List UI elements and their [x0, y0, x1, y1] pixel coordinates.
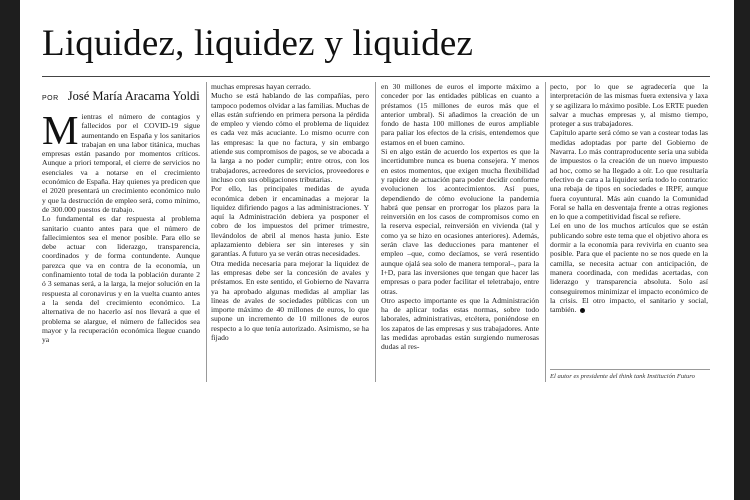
- paragraph: Por ello, las principales medidas de ayuda económica deben ir encaminadas a mejorar la liquidez difiriendo pagos a las administraciones. Y aquí la Administración debiera ya posponer el cobro de los impuestos del primer trimestre, llevándolos de abril al menos hasta junio. Este aplazamiento debiera ser sin intereses y sin garantías. A futuro ya se verán otras necesidades.: [211, 184, 369, 259]
- newspaper-page: [20, 0, 734, 500]
- paragraph: Otro aspecto importante es que la Administración ha de aplicar todas estas normas, sobre todo laborales, administrativas, etcétera, poniéndose en los zapatos de las empresas y sus trabajadores. Ante las medidas aprobadas están surgiendo numerosas dudas al res-: [381, 295, 539, 352]
- headline-rule: [42, 76, 710, 77]
- column-divider: [375, 82, 376, 382]
- paragraph: pecto, por lo que se agradecería que la interpretación de las mismas fuera extensiva y laxa y se agilizara lo máximo posible. Los ERTE pueden salvar a muchas empresas y, al mismo tiempo, proteger a sus trabajadores.: [550, 82, 708, 129]
- paragraph: muchas empresas hayan cerrado.: [211, 82, 311, 91]
- byline: [42, 85, 200, 104]
- paragraph: en 30 millones de euros el importe máximo a conceder por las entidades públicas en cuanto a préstamos (15 millones de euros más que el anterior umbral). Si añadimos la creación de un fondo de hasta 100 millones de euros ampliable para paliar los efectos de la crisis, entendemos que estamos en el buen camino.: [381, 82, 539, 147]
- byline-label: POR: [42, 95, 59, 102]
- author-note: El autor es presidente del think tank Institución Futuro: [550, 369, 710, 380]
- column-divider: [545, 82, 546, 382]
- author-name: José María Aracama Yoldi: [67, 89, 200, 103]
- paragraph-text: Leí en uno de los muchos artículos que se están publicando sobre este tema que el objetivo ahora es dormir a la economía para revivirla en cuanto sea posible. Para que el paciente no se nos quede en la camilla, se necesita actuar con anticipación, de manera coordinada, con medidas acertadas, con liderazgo y transparencia absoluta. Solo así conseguiremos minimizar el impacto económico de la crisis. El otro impacto, el sanitario y social, también.: [550, 221, 708, 315]
- column-3: [381, 82, 539, 352]
- paragraph: [550, 221, 708, 314]
- column-4: [550, 82, 708, 314]
- end-bullet-icon: [580, 308, 585, 313]
- column-2: [211, 82, 369, 342]
- drop-cap: M: [42, 107, 79, 153]
- paragraph: [42, 107, 200, 214]
- paragraph: Capítulo aparte será cómo se van a costear todas las medidas adoptadas por parte del Gobierno de Navarra. Lo más contraproducente sería una subida de impuestos o la creación de un nuevo impuesto ad hoc, como se ha llegado a oír. Lo que resultaría efectivo de cara a la liquidez sería todo lo contrario: una rebaja de tipos en sociedades e IRPF, aunque fuera coyuntural. Más aún cuando la Comunidad Foral se halla en desventaja frente a otras regiones en lo que a competitividad fiscal se refiere.: [550, 128, 708, 222]
- headline: Liquidez, liquidez y liquidez: [42, 23, 474, 64]
- paragraph: Mucho se está hablando de las compañías, pero tampoco podemos olvidar a las familias. Muchas de ellas están sufriendo en primera persona la pérdida de empleo y viendo cómo el problema de liquidez es cada vez más acuciante. Lo mismo ocurre con las empresas: la que no factura, y sin embargo atiende sus compromisos de pagos, se ve abocada a la larga a no poder cumplir; entre otros, con los trabajadores, acreedores de servicios, proveedores e incluso con sus obligaciones tributarias.: [211, 91, 369, 184]
- paragraph: [42, 214, 200, 344]
- column-1: [42, 107, 200, 345]
- paragraph-text: ientras el número de contagios y fallecidos por el COVID-19 sigue aumentando en España y los sanitarios trabajan en una labor titánica, muchas empresas están pasando por momentos críticos. Aunque a priori temporal, el cierre de servicios no esenciales va a notarse en el crecimiento económico de España. Hay quienes ya predicen que el 2020 presentará un crecimiento económico nulo y que la destrucción de empleo será, como mínimo, de 300.000 puestos de trabajo.: [42, 112, 200, 214]
- paragraph: Si en algo están de acuerdo los expertos es que la incertidumbre nunca es buena consejera. Y menos en estos momentos, que exigen mucha flexibilidad y rapidez de actuación para poder decidir conforme evolucionen los acontecimientos. Así pues, dependiendo de cómo evolucione la pandemia habrá que pensar en prorrogar los plazos para la reinversión en los casos de compromisos como en la reserva especial, reinversión en vivienda (tal y como ya se hizo en ocasiones anteriores). Además, serán clave las deducciones para mantener el empleo –que, como decíamos, se verá resentido aunque ojalá sea solo de manera temporal–, para la I+D, para las inversiones que tengan que hacer las empresas o para poder facilitar el teletrabajo, entre otras.: [381, 147, 539, 296]
- paragraph-text: Lo fundamental es dar respuesta al problema sanitario cuanto antes para que el número de fallecimientos sea el menor posible. Para ello se debe actuar con liderazgo, transparencia, coordinados y de forma contundente. Aunque parezca que va en contra de la economía, un confinamiento total de toda la población durante 2 ó 3 semanas será, a la larga, la mejor solución en la respuesta al coronavirus y en la vuelta cuanto antes a la senda del crecimiento económico. La alternativa de no hacerlo así nos llevará a que el problema se alargue, el número de fallecidos sea mayor y la recuperación económica llegue cuando ya: [42, 214, 200, 345]
- column-divider: [206, 82, 207, 382]
- paragraph: Otra medida necesaria para mejorar la liquidez de las empresas debe ser la concesión de avales y préstamos. En este sentido, el Gobierno de Navarra ya ha aprobado algunas medidas al ampliar las líneas de avales de sociedades públicas con un importe máximo de 40 millones de euros, lo que supone un incremento de 10 millones de euros respecto a lo que tenía autorizado. Asimismo, se ha fijado: [211, 258, 369, 343]
